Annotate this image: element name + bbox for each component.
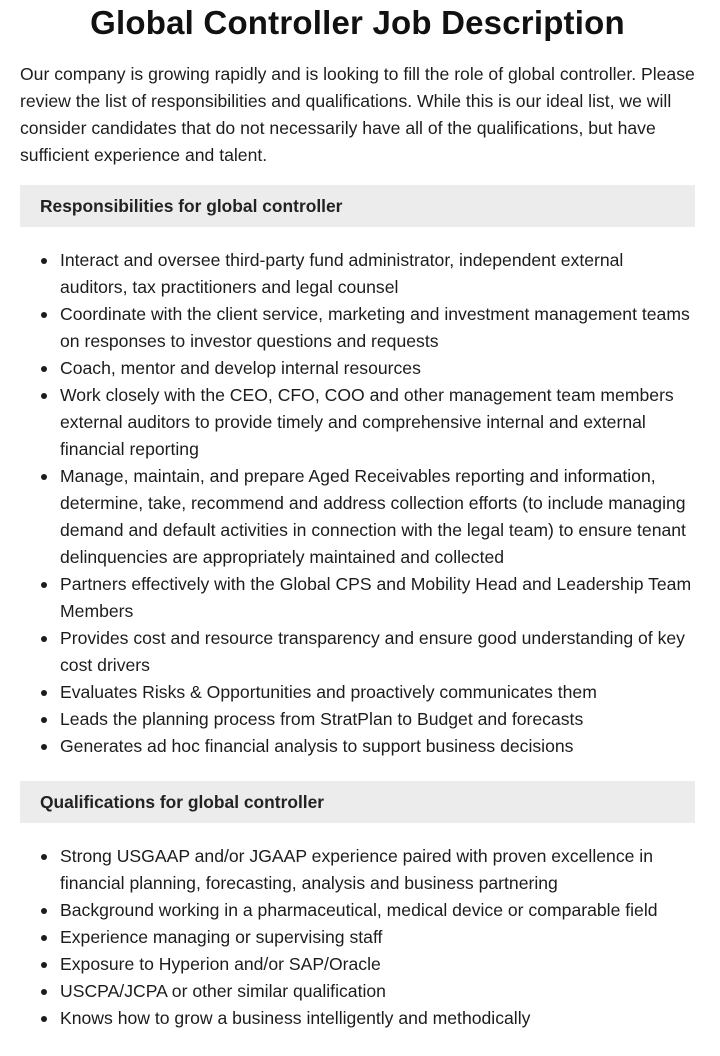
list-item [60, 733, 695, 760]
qualifications-list [20, 843, 695, 1032]
list-item-text: Manage, maintain, and prepare Aged Receivables reporting and information, determine, take, recommend and address collection efforts (to include managing demand and default activities in connection with the legal team) to ensure tenant delinquencies are appropriately maintained and collected [60, 466, 686, 567]
intro-paragraph: Our company is growing rapidly and is looking to fill the role of global controller. Please review the list of responsibilities and qualifications. While this is our ideal list, we will consider candidates that do not necessarily have all of the qualifications, but have sufficient experience and talent. [20, 64, 695, 165]
bullet-icon [41, 962, 47, 968]
bullet-icon [41, 636, 47, 642]
bullet-icon [41, 744, 47, 750]
list-item [60, 625, 695, 679]
list-item [60, 247, 695, 301]
bullet-icon [41, 393, 47, 399]
bullet-icon [41, 935, 47, 941]
bullet-icon [41, 582, 47, 588]
list-item-text: Coordinate with the client service, marketing and investment management teams on responses to investor questions and requests [60, 304, 690, 351]
list-item [60, 355, 695, 382]
list-item-text: Strong USGAAP and/or JGAAP experience paired with proven excellence in financial planning, forecasting, analysis and business partnering [60, 846, 653, 893]
bullet-icon [41, 366, 47, 372]
bullet-icon [41, 690, 47, 696]
list-item-text: Experience managing or supervising staff [60, 927, 383, 947]
list-item-text: Background working in a pharmaceutical, medical device or comparable field [60, 900, 658, 920]
list-item [60, 679, 695, 706]
list-item-text: USCPA/JCPA or other similar qualification [60, 981, 386, 1001]
list-item-text: Work closely with the CEO, CFO, COO and other management team members external auditors to provide timely and comprehensive internal and external financial reporting [60, 385, 674, 459]
bullet-icon [41, 854, 47, 860]
list-item [60, 978, 695, 1005]
list-item [60, 463, 695, 571]
bullet-icon [41, 312, 47, 318]
list-item [60, 382, 695, 463]
list-item-text: Coach, mentor and develop internal resources [60, 358, 421, 378]
responsibilities-heading: Responsibilities for global controller [20, 185, 695, 227]
list-item [60, 571, 695, 625]
bullet-icon [41, 908, 47, 914]
list-item-text: Leads the planning process from StratPlan to Budget and forecasts [60, 709, 584, 729]
list-item-text: Partners effectively with the Global CPS and Mobility Head and Leadership Team Members [60, 574, 692, 621]
bullet-icon [41, 989, 47, 995]
list-item [60, 897, 695, 924]
list-item [60, 843, 695, 897]
list-item [60, 951, 695, 978]
list-item [60, 924, 695, 951]
list-item-text: Generates ad hoc financial analysis to support business decisions [60, 736, 574, 756]
responsibilities-list [20, 247, 695, 760]
list-item-text: Exposure to Hyperion and/or SAP/Oracle [60, 954, 381, 974]
list-item [60, 1005, 695, 1032]
list-item-text: Knows how to grow a business intelligently and methodically [60, 1008, 531, 1028]
list-item-text: Evaluates Risks & Opportunities and proactively communicates them [60, 682, 597, 702]
list-item-text: Provides cost and resource transparency and ensure good understanding of key cost drivers [60, 628, 685, 675]
bullet-icon [41, 717, 47, 723]
bullet-icon [41, 474, 47, 480]
list-item [60, 706, 695, 733]
page-title: Global Controller Job Description [90, 4, 625, 41]
bullet-icon [41, 1016, 47, 1022]
list-item [60, 301, 695, 355]
qualifications-heading: Qualifications for global controller [20, 781, 695, 823]
bullet-icon [41, 258, 47, 264]
list-item-text: Interact and oversee third-party fund administrator, independent external auditors, tax practitioners and legal counsel [60, 250, 624, 297]
